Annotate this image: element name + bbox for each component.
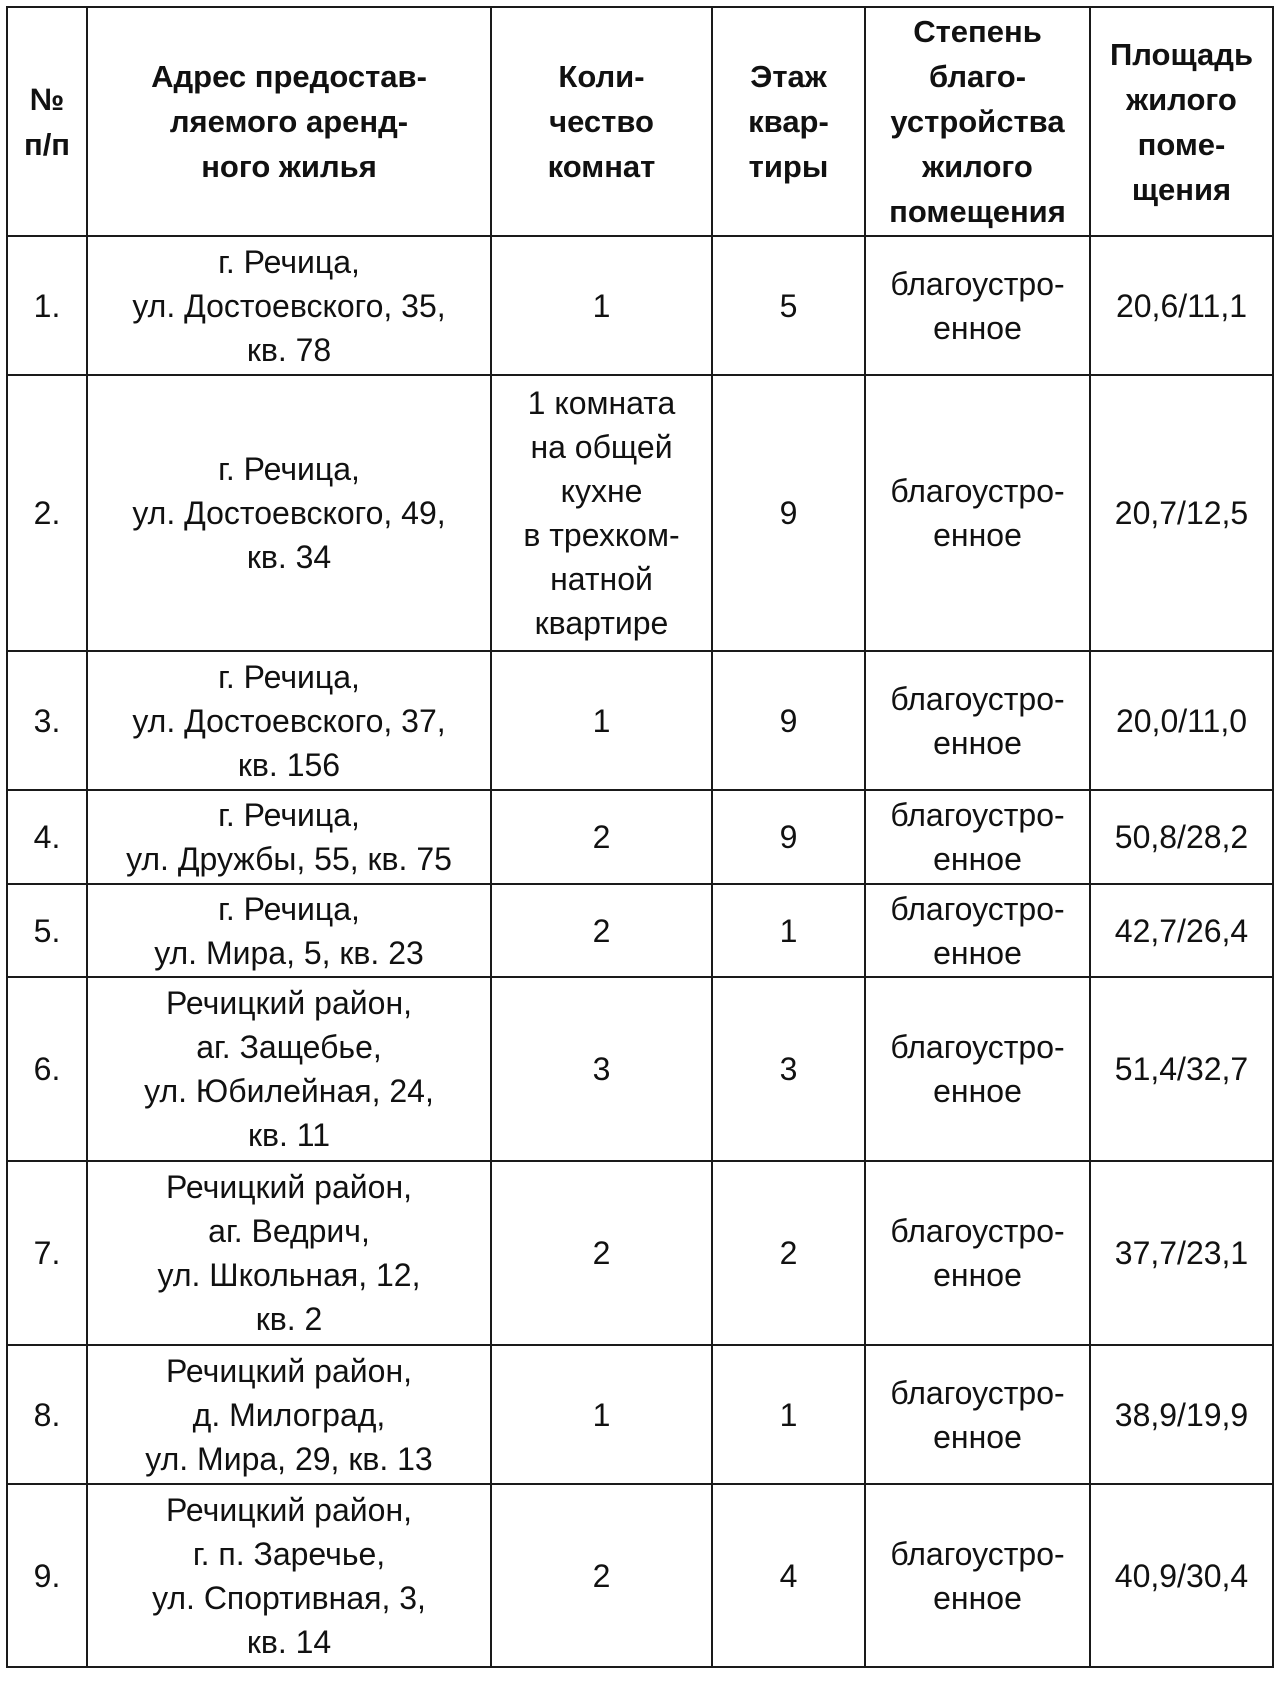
cell-address <box>87 1345 491 1484</box>
table-row <box>7 977 1273 1161</box>
table-row <box>7 651 1273 790</box>
cell-rooms-text: 2 <box>592 1235 611 1271</box>
header-rooms <box>491 7 712 236</box>
cell-number-text: 9. <box>33 1557 61 1594</box>
cell-rooms-text: 1 <box>592 287 611 324</box>
table-row <box>7 1345 1273 1484</box>
cell-degree-text: благоустро- енное <box>890 680 1065 761</box>
cell-floor <box>712 236 865 375</box>
cell-rooms-text: 1 <box>592 1396 611 1433</box>
cell-degree-text: благоустро- енное <box>890 797 1065 877</box>
cell-number-text: 7. <box>33 1235 61 1271</box>
cell-rooms-text: 1 <box>592 702 611 739</box>
header-row <box>7 7 1273 236</box>
cell-number-text: 6. <box>33 1051 61 1087</box>
table-header <box>7 7 1273 236</box>
header-degree <box>865 7 1090 236</box>
cell-area <box>1090 977 1273 1161</box>
table-row <box>7 1484 1273 1667</box>
cell-rooms <box>491 1345 712 1484</box>
cell-area <box>1090 1161 1273 1345</box>
cell-address <box>87 236 491 375</box>
cell-area <box>1090 1345 1273 1484</box>
table-row <box>7 375 1273 651</box>
cell-area <box>1090 651 1273 790</box>
cell-degree <box>865 977 1090 1161</box>
cell-degree <box>865 236 1090 375</box>
table-row <box>7 790 1273 884</box>
cell-address-text: Речицкий район, д. Милоград, ул. Мира, 29, кв. 13 <box>145 1352 433 1477</box>
cell-floor <box>712 1161 865 1345</box>
cell-address <box>87 1484 491 1667</box>
cell-address-text: г. Речица, ул. Дружбы, 55, кв. 75 <box>126 797 452 877</box>
cell-degree-text: благоустро- енное <box>890 1374 1065 1455</box>
cell-degree <box>865 1345 1090 1484</box>
cell-area-text: 37,7/23,1 <box>1114 1235 1249 1271</box>
header-number <box>7 7 87 236</box>
cell-floor <box>712 884 865 977</box>
cell-floor-text: 1 <box>779 912 798 949</box>
cell-area-text: 51,4/32,7 <box>1114 1051 1249 1087</box>
cell-address-text: г. Речица, ул. Мира, 5, кв. 23 <box>154 890 424 971</box>
cell-rooms-text: 2 <box>592 819 611 855</box>
cell-degree <box>865 884 1090 977</box>
header-address-text: Адрес предостав- ляемого аренд- ного жилья <box>151 59 427 184</box>
cell-degree-text: благоустро- енное <box>890 1029 1065 1109</box>
cell-address <box>87 790 491 884</box>
cell-floor <box>712 977 865 1161</box>
cell-degree <box>865 1484 1090 1667</box>
cell-floor <box>712 651 865 790</box>
cell-area <box>1090 1484 1273 1667</box>
cell-address-text: Речицкий район, г. п. Заречье, ул. Спортивная, 3, кв. 14 <box>152 1491 426 1660</box>
table-body <box>7 236 1273 1667</box>
cell-number <box>7 236 87 375</box>
cell-area-text: 38,9/19,9 <box>1114 1396 1249 1433</box>
cell-number-text: 4. <box>33 819 61 855</box>
table-row <box>7 236 1273 375</box>
cell-floor-text: 9 <box>779 495 798 531</box>
cell-address-text: Речицкий район, аг. Ведрич, ул. Школьная, 12, кв. 2 <box>157 1169 421 1337</box>
cell-number <box>7 884 87 977</box>
cell-rooms <box>491 884 712 977</box>
header-area <box>1090 7 1273 236</box>
cell-rooms <box>491 236 712 375</box>
rental-housing-table <box>6 6 1274 1668</box>
cell-number-text: 3. <box>33 702 61 739</box>
cell-floor <box>712 790 865 884</box>
cell-degree <box>865 375 1090 651</box>
cell-number <box>7 1161 87 1345</box>
cell-rooms-text: 2 <box>592 1557 611 1594</box>
cell-address <box>87 977 491 1161</box>
cell-area-text: 20,6/11,1 <box>1115 287 1248 324</box>
cell-rooms <box>491 1161 712 1345</box>
cell-address <box>87 651 491 790</box>
cell-number-text: 8. <box>33 1396 61 1433</box>
table-row <box>7 1161 1273 1345</box>
cell-area <box>1090 236 1273 375</box>
cell-area-text: 20,7/12,5 <box>1114 495 1249 531</box>
cell-degree-text: благоустро- енное <box>890 1535 1065 1616</box>
cell-number <box>7 790 87 884</box>
cell-number <box>7 1484 87 1667</box>
cell-area-text: 20,0/11,0 <box>1115 702 1248 739</box>
cell-floor-text: 9 <box>779 702 798 739</box>
cell-area-text: 50,8/28,2 <box>1114 819 1249 855</box>
cell-area <box>1090 884 1273 977</box>
cell-address-text: г. Речица, ул. Достоевского, 49, кв. 34 <box>132 451 446 575</box>
cell-rooms <box>491 375 712 651</box>
cell-degree-text: благоустро- енное <box>890 265 1065 346</box>
cell-degree <box>865 1161 1090 1345</box>
header-address <box>87 7 491 236</box>
cell-address-text: Речицкий район, аг. Защебье, ул. Юбилейная, 24, кв. 11 <box>144 985 434 1153</box>
cell-number <box>7 977 87 1161</box>
cell-floor-text: 4 <box>779 1557 798 1594</box>
cell-degree <box>865 790 1090 884</box>
header-number-text: № п/п <box>23 81 71 162</box>
cell-number-text: 5. <box>33 912 61 949</box>
cell-address-text: г. Речица, ул. Достоевского, 35, кв. 78 <box>132 243 446 368</box>
cell-degree-text: благоустро- енное <box>890 890 1065 971</box>
cell-floor-text: 5 <box>779 287 798 324</box>
cell-rooms-text: 2 <box>592 912 611 949</box>
cell-number <box>7 375 87 651</box>
cell-rooms-text: 3 <box>592 1051 611 1087</box>
cell-floor <box>712 375 865 651</box>
cell-degree-text: благоустро- енное <box>890 473 1065 553</box>
cell-address-text: г. Речица, ул. Достоевского, 37, кв. 156 <box>132 658 446 783</box>
cell-area <box>1090 790 1273 884</box>
header-rooms-text: Коли- чество комнат <box>547 59 656 184</box>
cell-floor-text: 9 <box>779 819 798 855</box>
cell-number <box>7 1345 87 1484</box>
cell-floor-text: 2 <box>779 1235 798 1271</box>
cell-number <box>7 651 87 790</box>
rental-housing-table-container <box>6 6 1274 1668</box>
cell-floor-text: 1 <box>779 1396 798 1433</box>
cell-address <box>87 375 491 651</box>
cell-floor-text: 3 <box>779 1051 798 1087</box>
cell-rooms <box>491 977 712 1161</box>
cell-floor <box>712 1484 865 1667</box>
table-row <box>7 884 1273 977</box>
cell-area-text: 40,9/30,4 <box>1114 1557 1249 1594</box>
cell-floor <box>712 1345 865 1484</box>
header-floor-text: Этаж квар- тиры <box>748 59 829 184</box>
cell-degree <box>865 651 1090 790</box>
header-degree-text: Степень благо- устройства жилого помещения <box>889 14 1066 229</box>
cell-rooms <box>491 651 712 790</box>
cell-address <box>87 1161 491 1345</box>
cell-area <box>1090 375 1273 651</box>
cell-number-text: 2. <box>33 495 61 531</box>
header-floor <box>712 7 865 236</box>
cell-degree-text: благоустро- енное <box>890 1213 1065 1293</box>
cell-number-text: 1. <box>33 287 61 324</box>
cell-area-text: 42,7/26,4 <box>1114 912 1249 949</box>
cell-address <box>87 884 491 977</box>
cell-rooms-text: 1 комната на общей кухне в трехком- натной квартире <box>523 385 680 641</box>
cell-rooms <box>491 1484 712 1667</box>
header-area-text: Площадь жилого поме- щения <box>1109 36 1253 207</box>
cell-rooms <box>491 790 712 884</box>
